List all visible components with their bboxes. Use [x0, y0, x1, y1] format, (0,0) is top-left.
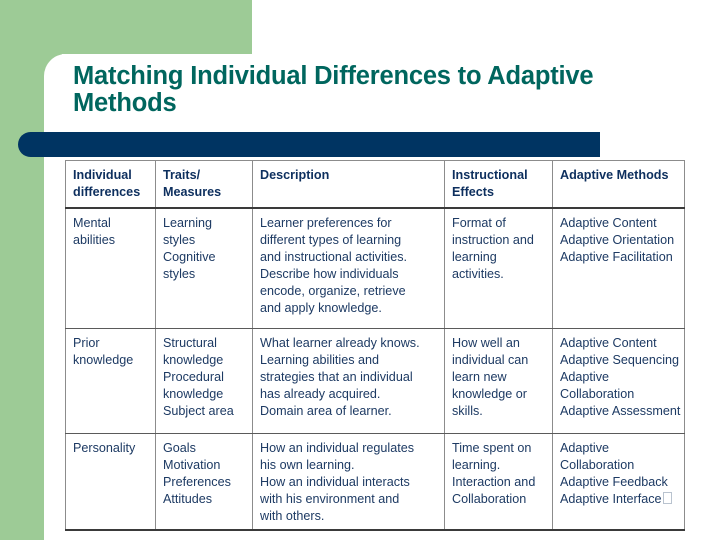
- table-row: [66, 329, 685, 434]
- header-individual-differences: Individual differences: [66, 161, 156, 209]
- cell-individual-difference: Mental abilities: [66, 208, 156, 329]
- table-header-row: [66, 161, 685, 209]
- cell-description: Learner preferences for different types of learning and instructional activities. Describe how individuals encode, organize, retrieve and apply knowledge.: [253, 208, 445, 329]
- cell-traits: Goals Motivation Preferences Attitudes: [156, 434, 253, 531]
- cell-description: What learner already knows. Learning abilities and strategies that an individual has already acquired. Domain area of learner.: [253, 329, 445, 434]
- table-row: [66, 434, 685, 531]
- cell-adaptive-methods: Adaptive Content Adaptive Sequencing Adaptive Collaboration Adaptive Assessment: [553, 329, 685, 434]
- cell-traits: Learning styles Cognitive styles: [156, 208, 253, 329]
- table-row: [66, 208, 685, 329]
- cell-description: How an individual regulates his own learning. How an individual interacts with his environment and with others.: [253, 434, 445, 531]
- title-underline-bar: [18, 132, 600, 157]
- header-adaptive-methods: Adaptive Methods: [553, 161, 685, 209]
- cell-individual-difference: Prior knowledge: [66, 329, 156, 434]
- cell-individual-difference: Personality: [66, 434, 156, 531]
- header-traits-measures: Traits/ Measures: [156, 161, 253, 209]
- cell-instructional-effects: Time spent on learning. Interaction and Collaboration: [445, 434, 553, 531]
- cell-adaptive-methods: Adaptive Collaboration Adaptive Feedback Adaptive Interface: [553, 434, 685, 531]
- cell-traits: Structural knowledge Procedural knowledge Subject area: [156, 329, 253, 434]
- differences-table: [65, 160, 685, 531]
- header-description: Description: [253, 161, 445, 209]
- cell-instructional-effects: How well an individual can learn new knowledge or skills.: [445, 329, 553, 434]
- cell-instructional-effects: Format of instruction and learning activities.: [445, 208, 553, 329]
- slide-title: Matching Individual Differences to Adaptive Methods: [73, 62, 594, 117]
- cell-adaptive-methods: Adaptive Content Adaptive Orientation Adaptive Facilitation: [553, 208, 685, 329]
- header-instructional-effects: Instructional Effects: [445, 161, 553, 209]
- missing-glyph-icon: [663, 492, 672, 504]
